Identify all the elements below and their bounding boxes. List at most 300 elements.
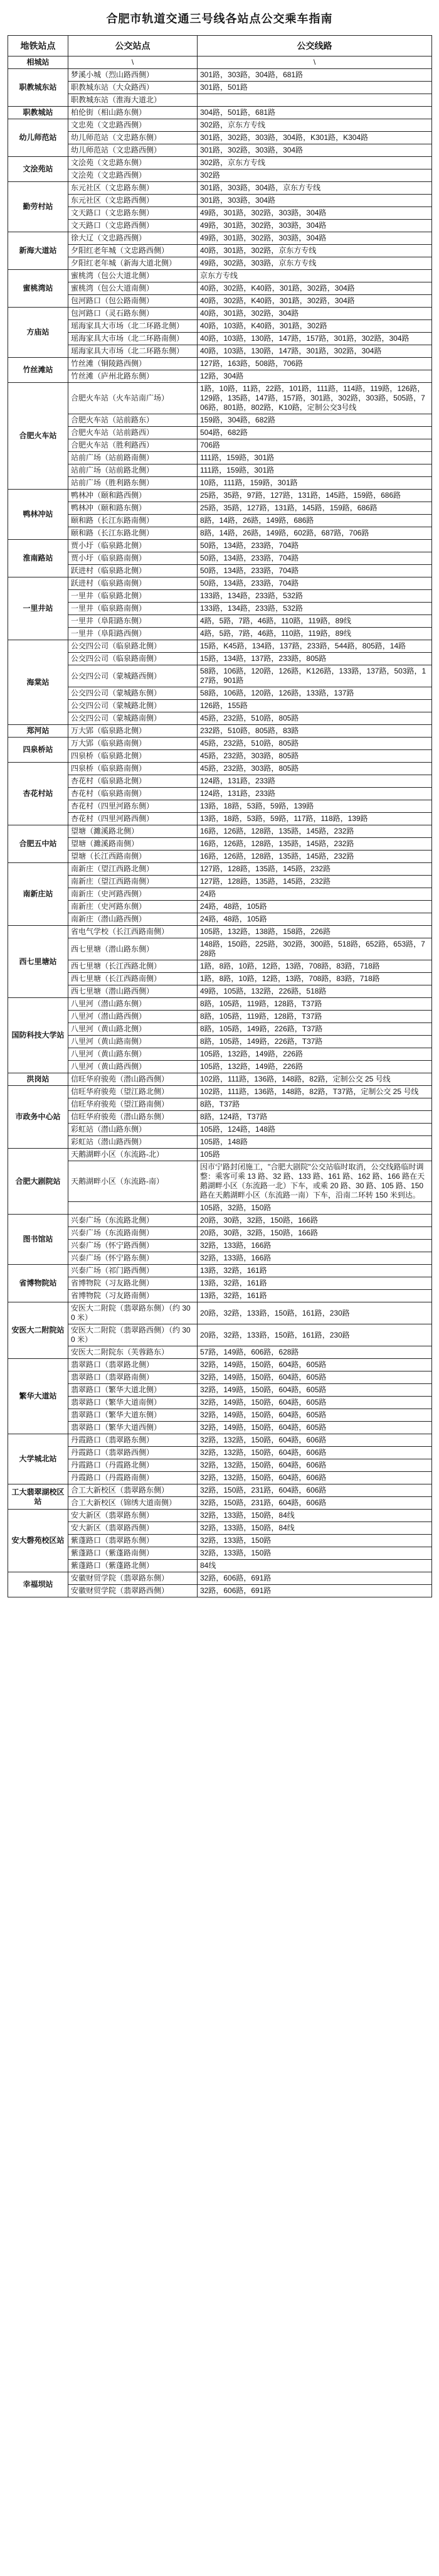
bus-stop: 丹霞路口（丹霞路南侧）: [68, 1472, 198, 1484]
bus-routes: 8路，105路，119路，128路，T37路: [198, 1011, 432, 1023]
bus-routes: 20路，32路，133路，150路，161路，230路: [198, 1302, 432, 1324]
bus-routes: 32路，133路，166路: [198, 1240, 432, 1252]
table-row: [8, 502, 432, 515]
bus-stop: 八里河（黄山路南侧）: [68, 1036, 198, 1048]
bus-stop: 文浍苑（文忠路东侧）: [68, 157, 198, 169]
bus-routes: 20路，32路，133路，150路，161路，230路: [198, 1324, 432, 1346]
bus-stop: 八里河（黄山路北侧）: [68, 1023, 198, 1036]
bus-routes: 32路，606路，691路: [198, 1585, 432, 1597]
bus-stop: 南新庄（潜山路西侧）: [68, 913, 198, 926]
bus-stop: 颐和路（长江东路南侧）: [68, 515, 198, 527]
table-row: [8, 527, 432, 540]
bus-routes: 49路，301路，302路，303路，304路: [198, 207, 432, 220]
table-row: [8, 775, 432, 788]
bus-routes: 32路，150路，231路，604路，606路: [198, 1497, 432, 1510]
bus-routes: 32路，149路，150路，604路，605路: [198, 1409, 432, 1422]
station-name: 洪岗站: [8, 1073, 68, 1086]
bus-stop: 杏花村（临泉路北侧）: [68, 775, 198, 788]
bus-stop: 文浍苑（文忠路西侧）: [68, 169, 198, 182]
table-row: [8, 615, 432, 628]
bus-routes: 50路，134路，233路，704路: [198, 565, 432, 577]
table-row: [8, 1447, 432, 1459]
bus-routes: 301路，303路，304路，681路: [198, 69, 432, 82]
bus-routes: 13路，32路，161路: [198, 1277, 432, 1290]
bus-stop: 文天路口（文忠路东侧）: [68, 207, 198, 220]
table-row: [8, 750, 432, 763]
table-row: [8, 1422, 432, 1434]
bus-stop: 望塘（濉溪路北侧）: [68, 825, 198, 838]
station-name: 合肥五中站: [8, 825, 68, 863]
table-row: [8, 1111, 432, 1124]
table-row: [8, 712, 432, 725]
bus-stop: 安徽财贸学院（翡翠路东侧）: [68, 1572, 198, 1585]
table-row: [8, 414, 432, 427]
bus-stop: 柏伦街（相山路东侧）: [68, 107, 198, 119]
bus-stop: 望塘（濉溪路南侧）: [68, 838, 198, 851]
bus-stop: 公交四公司（临泉路南侧）: [68, 653, 198, 665]
bus-routes: 32路，149路，150路，604路，605路: [198, 1371, 432, 1384]
bus-stop: 彩虹站（潜山路东侧）: [68, 1124, 198, 1136]
table-row: [8, 1073, 432, 1086]
bus-stop: 鸭林冲（颐和路西侧）: [68, 490, 198, 502]
bus-routes: 45路，232路，303路，805路: [198, 763, 432, 775]
bus-routes: 102路，111路，136路，148路，82路，定制公交 25 号线: [198, 1073, 432, 1086]
station-name: 蜜桃湾站: [8, 270, 68, 308]
table-row: [8, 1535, 432, 1547]
bus-routes: 105路，132路，149路，226路: [198, 1061, 432, 1073]
bus-routes: 因市宁路封闭施工，"合肥大剧院"公交站临时取消，公交线路临时调整：乘客可乘 13 路、32 路、133 路、161 路、162 路、166 路在天鹅湖畔小区（东流路一北）下车，或乘 20 路、30 路、105 路、150 路在天鹅湖畔小区（东流路一南）下车，沿南二环转 150 米到达。: [198, 1161, 432, 1202]
table-row: [8, 1098, 432, 1111]
bus-stop: 紫蓬路口（紫蓬路北侧）: [68, 1560, 198, 1572]
table-row: [8, 552, 432, 565]
table-row: [8, 1359, 432, 1371]
table-row: [8, 69, 432, 82]
bus-stop: 文忠苑（文忠路西侧）: [68, 119, 198, 132]
table-row: [8, 232, 432, 245]
bus-routes: 304路，501路，681路: [198, 107, 432, 119]
station-name: 新海大道站: [8, 232, 68, 270]
table-row: [8, 358, 432, 370]
bus-routes: 1路，10路，11路，22路，101路，111路，114路，119路，126路，129路，135路，147路，157路，301路，302路，303路，505路，706路，801路，802路，K10路，定制公交3号线: [198, 383, 432, 414]
bus-routes: 8路，124路，T37路: [198, 1111, 432, 1124]
bus-stop: 信旺华府骏苑（望江路北侧）: [68, 1086, 198, 1098]
bus-routes: 50路，134路，233路，704路: [198, 577, 432, 590]
bus-routes: 13路，18路，53路，59路，139路: [198, 800, 432, 813]
bus-stop: 兴泰广场（怀宁路西侧）: [68, 1240, 198, 1252]
station-name: 淮南路站: [8, 540, 68, 577]
bus-stop: 站前广场（胜利路东侧）: [68, 477, 198, 490]
bus-stop: 翡翠路口（繁华大道东侧）: [68, 1409, 198, 1422]
bus-stop: 天鹅湖畔小区（东流路-南）: [68, 1161, 198, 1202]
station-name: 文浍苑站: [8, 157, 68, 182]
table-row: [8, 439, 432, 452]
bus-stop: 省博物院（习友路南侧）: [68, 1290, 198, 1302]
table-row: [8, 653, 432, 665]
bus-routes: 706路: [198, 439, 432, 452]
bus-routes: 40路，103路，K40路，301路，302路: [198, 320, 432, 333]
bus-stop: 翡翠路口（繁华大道北侧）: [68, 1384, 198, 1397]
bus-stop: 徐大辽（文忠路西侧）: [68, 232, 198, 245]
bus-stop: 包河路口（包公路南侧）: [68, 295, 198, 308]
bus-stop: [68, 1202, 198, 1215]
bus-stop: 东元社区（文忠路西侧）: [68, 195, 198, 207]
table-row: [8, 901, 432, 913]
bus-stop: 包河路口（灵石路东侧）: [68, 308, 198, 320]
bus-stop: 安大新区（翡翠路西侧）: [68, 1522, 198, 1535]
table-row: [8, 1459, 432, 1472]
bus-stop: 望塘（长江西路南侧）: [68, 851, 198, 863]
bus-stop: 兴泰广场（东流路南侧）: [68, 1227, 198, 1240]
bus-routes: 8路，T37路: [198, 1098, 432, 1111]
bus-routes: 京东方专线: [198, 270, 432, 282]
station-name: 市政务中心站: [8, 1086, 68, 1149]
station-name: 四泉桥站: [8, 738, 68, 763]
bus-routes: 57路，149路，606路，628路: [198, 1346, 432, 1359]
bus-stop: 公交四公司（蒙城路东侧）: [68, 687, 198, 700]
bus-stop: 南新庄（望江西路北侧）: [68, 863, 198, 876]
table-row: [8, 345, 432, 358]
bus-stop: 安医大二附院（翡翠路西侧）（约 300 米）: [68, 1324, 198, 1346]
table-row: [8, 427, 432, 439]
table-row: [8, 1023, 432, 1036]
table-row: [8, 333, 432, 345]
table-row: [8, 738, 432, 750]
table-row: [8, 295, 432, 308]
bus-stop: 翡翠路口（繁华大道南侧）: [68, 1397, 198, 1409]
bus-guide-table: [8, 35, 432, 1597]
bus-stop: 翡翠路口（翡翠路北侧）: [68, 1359, 198, 1371]
table-row: [8, 1124, 432, 1136]
table-row: [8, 603, 432, 615]
page-title: 合肥市轨道交通三号线各站点公交乘车指南: [106, 13, 333, 25]
bus-routes: 301路，303路，304路: [198, 195, 432, 207]
bus-stop: 瑶海家具大市场（北二环路东侧）: [68, 345, 198, 358]
table-row: [8, 1252, 432, 1265]
table-row: [8, 926, 432, 938]
bus-stop: 贾小圩（临泉路北侧）: [68, 540, 198, 552]
table-row: [8, 813, 432, 825]
table-row: [8, 1434, 432, 1447]
table-row: [8, 1397, 432, 1409]
station-name: 安大磬苑校区站: [8, 1510, 68, 1572]
table-row: [8, 452, 432, 464]
bus-stop: 一里井（阜阳路西侧）: [68, 628, 198, 640]
table-row: [8, 144, 432, 157]
table-row: [8, 132, 432, 144]
station-name: 相城站: [8, 56, 68, 69]
bus-stop: 兴泰广场（东流路北侧）: [68, 1215, 198, 1227]
bus-routes: 32路，149路，150路，604路，605路: [198, 1422, 432, 1434]
bus-routes: 20路，30路，32路，150路，166路: [198, 1215, 432, 1227]
bus-routes: 10路，111路，159路，301路: [198, 477, 432, 490]
bus-routes: 40路，103路，130路，147路，157路，301路，302路，304路: [198, 333, 432, 345]
table-row: [8, 1585, 432, 1597]
table-row: [8, 477, 432, 490]
table-row: [8, 320, 432, 333]
bus-stop: 职教城东站（大众路西）: [68, 82, 198, 94]
bus-routes: 13路，18路，53路，59路，117路，118路，139路: [198, 813, 432, 825]
bus-stop: 八里河（潜山路西侧）: [68, 1011, 198, 1023]
table-row: [8, 838, 432, 851]
station-name: 西七里塘站: [8, 926, 68, 998]
bus-stop: 紫蓬路口（翡翠路东侧）: [68, 1535, 198, 1547]
table-row: [8, 282, 432, 295]
bus-routes: 32路，132路，150路，604路，606路: [198, 1472, 432, 1484]
table-row: [8, 960, 432, 973]
bus-stop: 信旺华府骏苑（潜山路东侧）: [68, 1111, 198, 1124]
bus-stop: 瑶海家具大市场（北二环路北侧）: [68, 320, 198, 333]
bus-routes: 32路，133路，150路: [198, 1535, 432, 1547]
table-row: [8, 1240, 432, 1252]
bus-stop: 省博物院（习友路北侧）: [68, 1277, 198, 1290]
table-row: [8, 863, 432, 876]
table-row: [8, 628, 432, 640]
station-name: 郑河站: [8, 725, 68, 738]
table-row: [8, 1371, 432, 1384]
bus-stop: 一里井（临泉路南侧）: [68, 603, 198, 615]
table-row: [8, 876, 432, 888]
station-name: 安医大二附院站: [8, 1302, 68, 1359]
bus-stop: 八里河（潜山路东侧）: [68, 998, 198, 1011]
table-row: [8, 1547, 432, 1560]
bus-stop: 省电气学校（长江西路南侧）: [68, 926, 198, 938]
table-row: [8, 370, 432, 383]
bus-routes: 24路: [198, 888, 432, 901]
bus-stop: 丹霞路口（翡翠路东侧）: [68, 1434, 198, 1447]
bus-routes: 15路，K45路，134路，137路，233路，544路，805路，14路: [198, 640, 432, 653]
bus-stop: 南新庄（望江西路南侧）: [68, 876, 198, 888]
station-name: 繁华大道站: [8, 1359, 68, 1434]
table-row: [8, 1036, 432, 1048]
table-row: [8, 590, 432, 603]
bus-routes: 504路，682路: [198, 427, 432, 439]
bus-routes: 32路，150路，231路，604路，606路: [198, 1484, 432, 1497]
bus-routes: 50路，134路，233路，704路: [198, 540, 432, 552]
bus-routes: 58路，106路，120路，126路，133路，137路: [198, 687, 432, 700]
bus-routes: 133路，134路，233路，532路: [198, 590, 432, 603]
bus-routes: 20路，30路，32路，150路，166路: [198, 1227, 432, 1240]
table-body: [8, 56, 432, 1597]
bus-stop: 信旺华府骏苑（潜山路西侧）: [68, 1073, 198, 1086]
table-row: [8, 1048, 432, 1061]
bus-routes: 50路，134路，233路，704路: [198, 552, 432, 565]
table-row: [8, 725, 432, 738]
station-name: 大学城北站: [8, 1434, 68, 1484]
bus-stop: 梦溪小城（烈山路西侧）: [68, 69, 198, 82]
table-row: [8, 1522, 432, 1535]
bus-routes: 32路，149路，150路，604路，605路: [198, 1384, 432, 1397]
bus-routes: 40路，302路，K40路，301路，302路，304路: [198, 282, 432, 295]
bus-stop: 西七里塘（潜山路西侧）: [68, 985, 198, 998]
bus-routes: 127路，128路，135路，145路，232路: [198, 876, 432, 888]
bus-routes: 25路，35路，97路，127路，131路，145路，159路，686路: [198, 490, 432, 502]
table-row: [8, 515, 432, 527]
table-row: [8, 577, 432, 590]
table-row: [8, 913, 432, 926]
table-row: [8, 825, 432, 838]
bus-stop: 安医大二附院（翡翠路东侧）（约 300 米）: [68, 1302, 198, 1324]
bus-stop: 翡翠路口（繁华大道西侧）: [68, 1422, 198, 1434]
bus-routes: 12路，304路: [198, 370, 432, 383]
table-row: [8, 1149, 432, 1161]
bus-routes: 13路，32路，161路: [198, 1265, 432, 1277]
table-row: [8, 195, 432, 207]
bus-stop: 跃进村（临泉路北侧）: [68, 565, 198, 577]
table-row: [8, 1265, 432, 1277]
table-row: [8, 220, 432, 232]
table-row: [8, 1324, 432, 1346]
table-row: [8, 640, 432, 653]
table-row: [8, 1061, 432, 1073]
table-row: [8, 1136, 432, 1149]
table-row: [8, 938, 432, 960]
bus-routes: 15路，134路，137路，233路，805路: [198, 653, 432, 665]
table-row: [8, 107, 432, 119]
bus-routes: 105路，124路，148路: [198, 1124, 432, 1136]
table-row: [8, 1560, 432, 1572]
table-row: [8, 851, 432, 863]
bus-stop: 兴泰广场（祁门路西侧）: [68, 1265, 198, 1277]
bus-stop: 杏花村（四里河路东侧）: [68, 800, 198, 813]
bus-stop: 合肥火车站（胜利路西）: [68, 439, 198, 452]
bus-stop: 杏花村（临泉路南侧）: [68, 788, 198, 800]
bus-stop: 翡翠路口（翡翠路南侧）: [68, 1371, 198, 1384]
bus-routes: 45路，232路，510路，805路: [198, 712, 432, 725]
bus-stop: 八里河（黄山路西侧）: [68, 1061, 198, 1073]
table-row: [8, 1346, 432, 1359]
table-row: [8, 1290, 432, 1302]
bus-routes: 32路，606路，691路: [198, 1572, 432, 1585]
table-row: [8, 169, 432, 182]
table-row: [8, 1227, 432, 1240]
bus-routes: 133路，134路，233路，532路: [198, 603, 432, 615]
bus-stop: 颐和路（长江东路北侧）: [68, 527, 198, 540]
bus-routes: 105路，32路，150路: [198, 1202, 432, 1215]
bus-routes: 301路，302路，303路，304路: [198, 144, 432, 157]
bus-routes: 49路，301路，302路，303路，304路: [198, 232, 432, 245]
bus-stop: 公交四公司（蒙城路南侧）: [68, 712, 198, 725]
bus-stop: 蜜桃湾（包公大道南侧）: [68, 282, 198, 295]
bus-stop: 站前广场（站前路北侧）: [68, 464, 198, 477]
bus-stop: 公交四公司（临泉路北侧）: [68, 640, 198, 653]
bus-stop: 鸭林冲（颐和路东侧）: [68, 502, 198, 515]
bus-routes: 24路，48路，105路: [198, 901, 432, 913]
bus-stop: 丹霞路口（翡翠路西侧）: [68, 1447, 198, 1459]
bus-stop: 跃进村（临泉路南侧）: [68, 577, 198, 590]
bus-stop: 西七里塘（长江西路北侧）: [68, 960, 198, 973]
table-row: [8, 665, 432, 687]
table-row: [8, 700, 432, 712]
station-name: 图书馆站: [8, 1215, 68, 1265]
table-row: [8, 998, 432, 1011]
header-stop: 公交站点: [68, 36, 198, 56]
bus-stop: 安大新区（翡翠路东侧）: [68, 1510, 198, 1522]
bus-routes: 16路，126路，128路，135路，145路，232路: [198, 851, 432, 863]
table-row: [8, 245, 432, 257]
bus-stop: 四泉桥（临泉路北侧）: [68, 750, 198, 763]
bus-stop: 公交四公司（蒙城路北侧）: [68, 700, 198, 712]
bus-stop: \: [68, 56, 198, 69]
bus-routes: 124路，131路，233路: [198, 788, 432, 800]
bus-routes: 111路，159路，301路: [198, 464, 432, 477]
table-row: [8, 763, 432, 775]
bus-routes: 40路，302路，K40路，301路，302路，304路: [198, 295, 432, 308]
bus-stop: 紫蓬路口（紫蓬路南侧）: [68, 1547, 198, 1560]
bus-routes: 8路，105路，119路，128路，T37路: [198, 998, 432, 1011]
table-row: [8, 1409, 432, 1422]
table-row: [8, 157, 432, 169]
bus-stop: 合工大新校区（翡翠路东侧）: [68, 1484, 198, 1497]
station-name: 省博物院站: [8, 1265, 68, 1302]
table-row: [8, 788, 432, 800]
table-row: [8, 1510, 432, 1522]
bus-routes: 1路，8路，10路，12路，13路，708路，83路，718路: [198, 973, 432, 985]
bus-routes: 45路，232路，303路，805路: [198, 750, 432, 763]
station-name: 杏花村站: [8, 763, 68, 825]
bus-stop: 文天路口（文忠路西侧）: [68, 220, 198, 232]
bus-stop: 万大郢（临泉路北侧）: [68, 725, 198, 738]
bus-routes: \: [198, 56, 432, 69]
bus-routes: 13路，32路，161路: [198, 1290, 432, 1302]
bus-stop: 信旺华府骏苑（望江路南侧）: [68, 1098, 198, 1111]
table-row: [8, 464, 432, 477]
bus-routes: 84线: [198, 1560, 432, 1572]
bus-routes: 8路，105路，149路，226路，T37路: [198, 1023, 432, 1036]
table-row: [8, 973, 432, 985]
bus-stop: 竹丝滩（庐州北路东侧）: [68, 370, 198, 383]
station-name: 鸭林冲站: [8, 490, 68, 540]
table-row: [8, 383, 432, 414]
bus-routes: 24路，48路，105路: [198, 913, 432, 926]
bus-stop: 安医大二附院东（芙蓉路东）: [68, 1346, 198, 1359]
table-row: [8, 490, 432, 502]
bus-routes: 302路，京东方专线: [198, 119, 432, 132]
station-name: 职教城站: [8, 107, 68, 119]
bus-routes: 40路，301路，302路，京东方专线: [198, 245, 432, 257]
station-name: 工大翡翠湖校区站: [8, 1484, 68, 1510]
bus-stop: 职教城东站（淮海大道北）: [68, 94, 198, 107]
table-row: [8, 1572, 432, 1585]
bus-stop: 幼儿师范站（文忠路西侧）: [68, 144, 198, 157]
bus-routes: 102路，111路，136路，148路，82路，T37路，定制公交 25 号线: [198, 1086, 432, 1098]
bus-routes: 8路，14路，26路，149路，602路，687路，706路: [198, 527, 432, 540]
bus-stop: 兴泰广场（怀宁路东侧）: [68, 1252, 198, 1265]
station-name: 国防科技大学站: [8, 998, 68, 1073]
table-row: [8, 540, 432, 552]
bus-routes: 105路，148路: [198, 1136, 432, 1149]
bus-routes: 159路，304路，682路: [198, 414, 432, 427]
bus-stop: 安徽财贸学院（翡翠路西侧）: [68, 1585, 198, 1597]
table-row: [8, 1202, 432, 1215]
bus-routes: 25路，35路，127路，131路，145路，159路，686路: [198, 502, 432, 515]
bus-stop: 竹丝滩（铜陵路西侧）: [68, 358, 198, 370]
bus-stop: 夕阳红老年城（新海大道北侧）: [68, 257, 198, 270]
bus-stop: 西七里塘（潜山路东侧）: [68, 938, 198, 960]
bus-routes: 16路，126路，128路，135路，145路，232路: [198, 825, 432, 838]
station-name: 一里井站: [8, 577, 68, 640]
bus-stop: 合肥火车站（站前路东）: [68, 414, 198, 427]
table-row: [8, 182, 432, 195]
station-name: 合肥大剧院站: [8, 1149, 68, 1215]
bus-stop: 万大郢（临泉路南侧）: [68, 738, 198, 750]
bus-stop: 南新庄（史河路东侧）: [68, 901, 198, 913]
bus-stop: 公交四公司（蒙城路西侧）: [68, 665, 198, 687]
bus-stop: 四泉桥（临泉路南侧）: [68, 763, 198, 775]
bus-routes: 58路，106路，120路，126路，K126路，133路，137路，503路，127路，901路: [198, 665, 432, 687]
bus-stop: 合工大新校区（锦绣大道南侧）: [68, 1497, 198, 1510]
station-name: 幼儿师范站: [8, 119, 68, 157]
bus-routes: 8路，14路，26路，149路，686路: [198, 515, 432, 527]
